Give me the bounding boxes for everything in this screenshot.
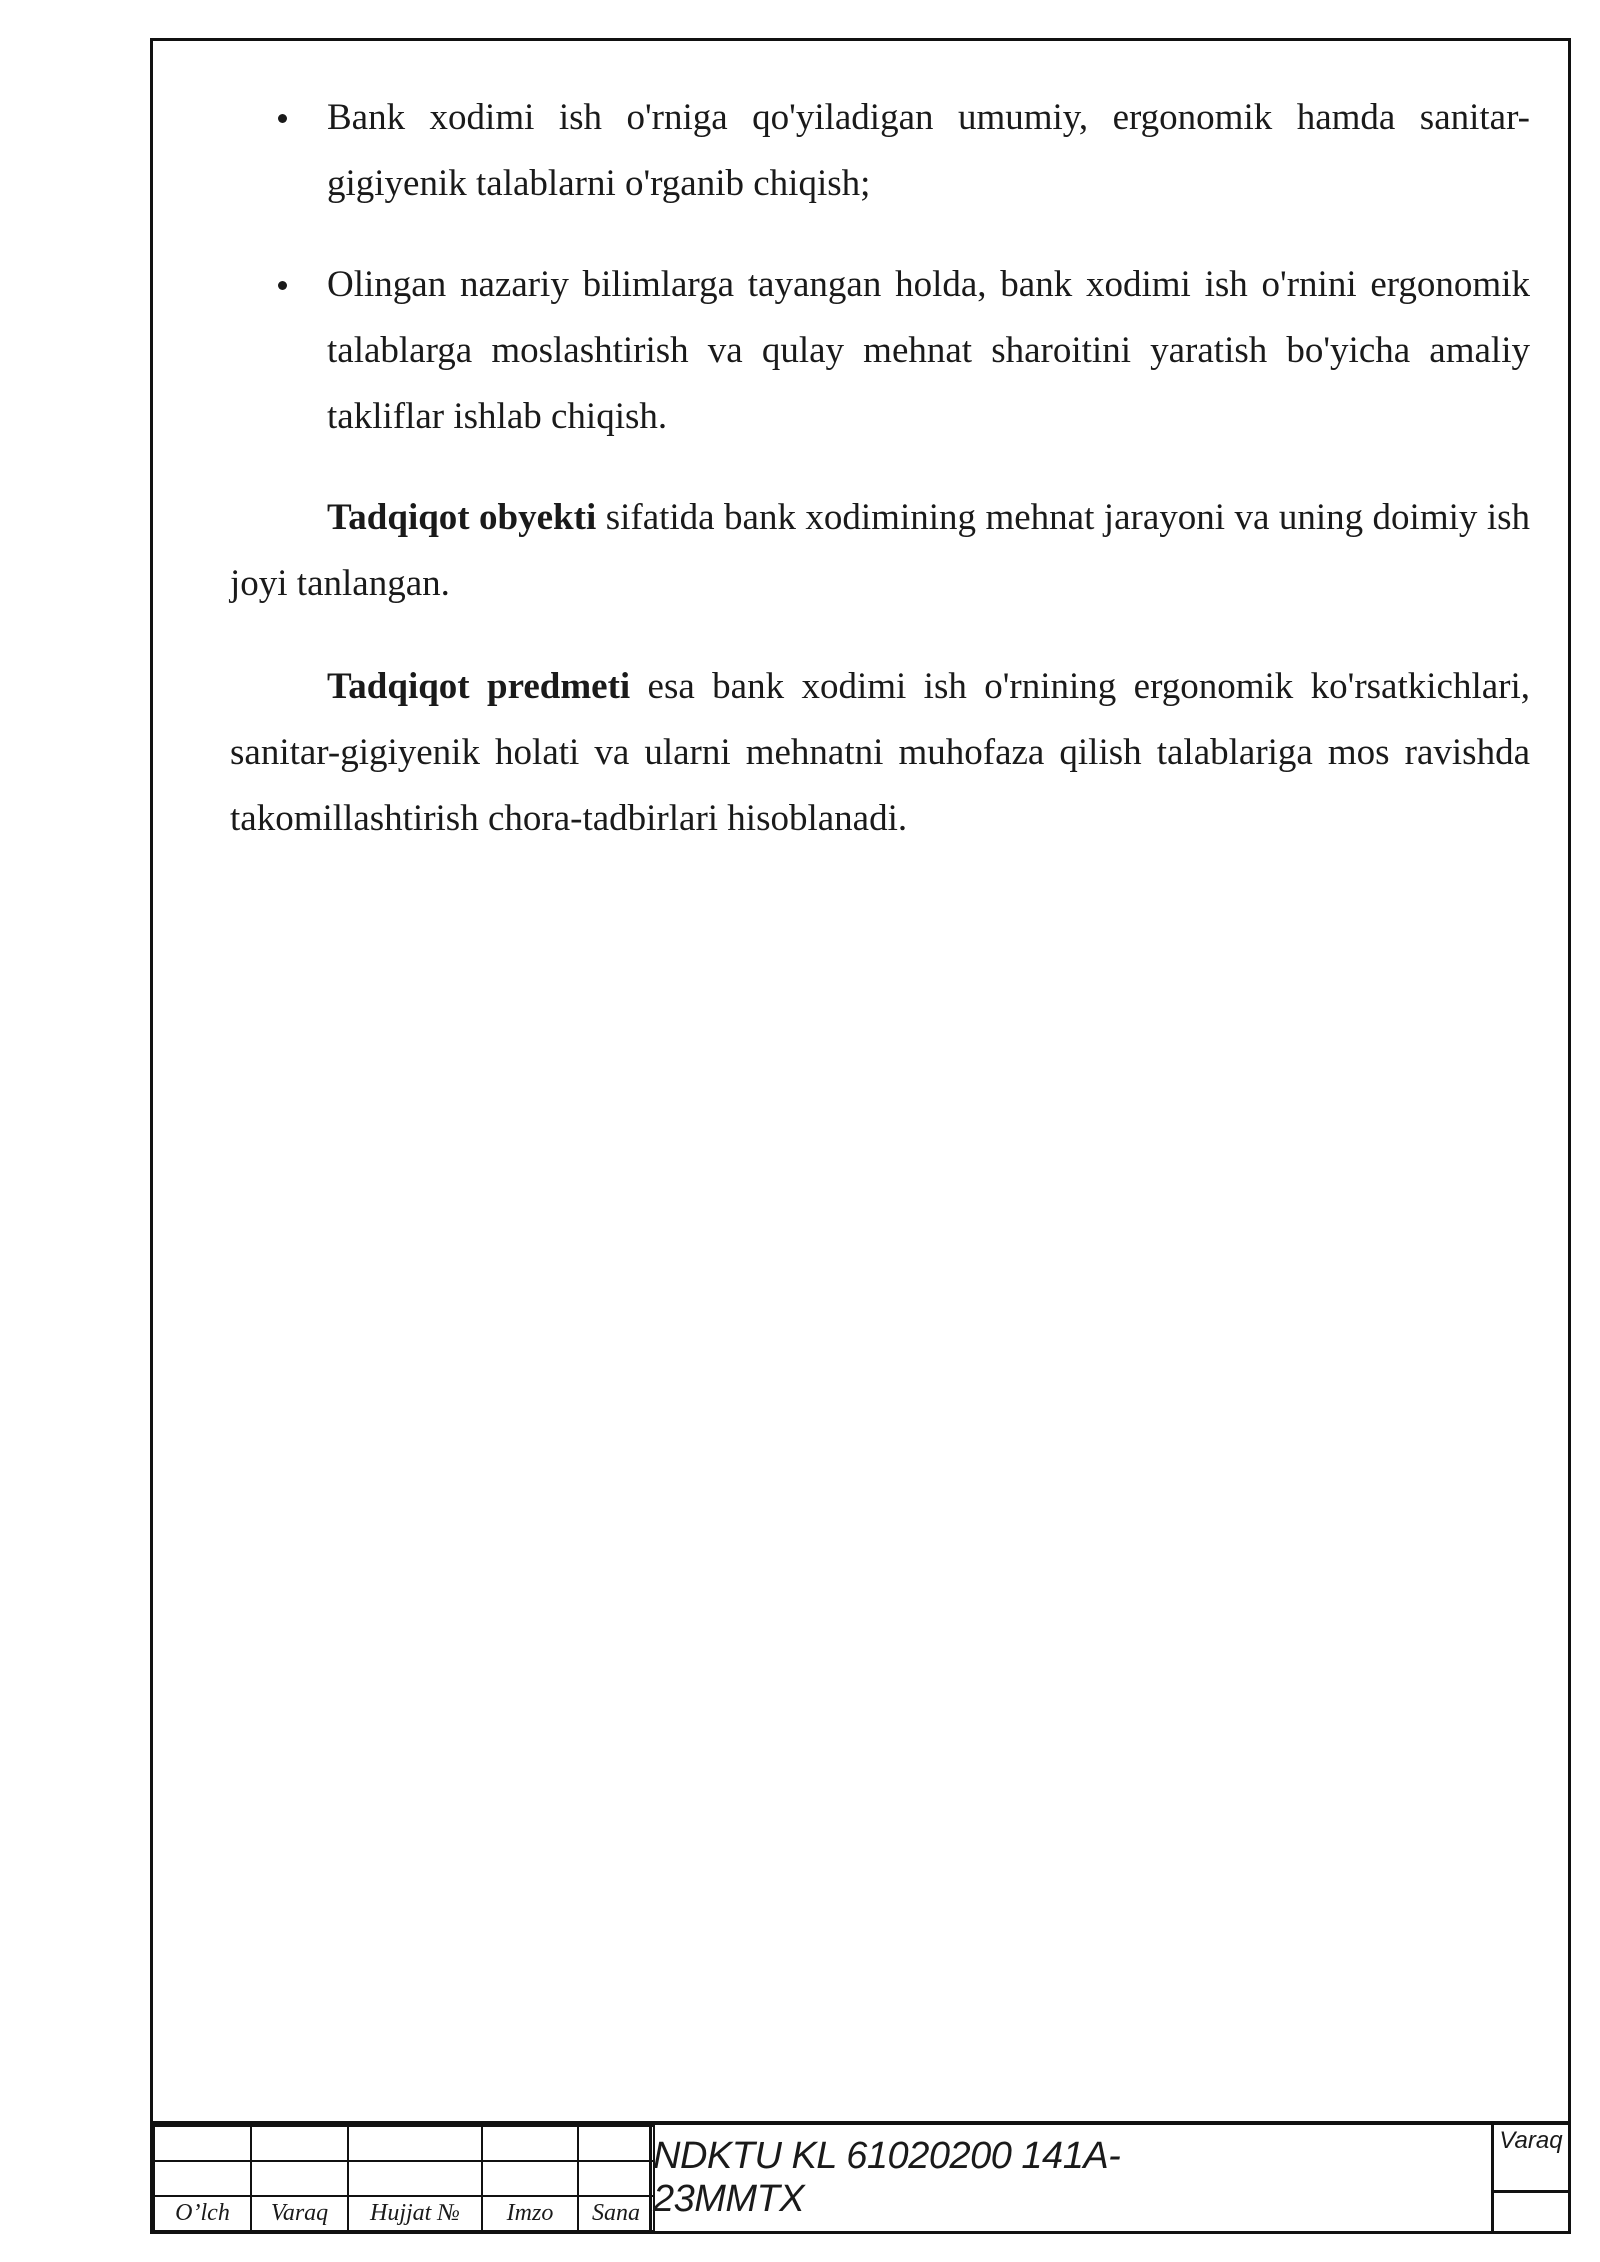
task-list — [230, 85, 1530, 450]
document-body — [230, 85, 1530, 889]
list-item — [230, 252, 1530, 450]
stamp-divider — [649, 2125, 652, 2231]
bullet-icon — [278, 114, 287, 123]
stamp-label-row — [154, 2196, 654, 2231]
stamp-row — [154, 2161, 654, 2196]
sheet-number-box — [1491, 2122, 1571, 2234]
stamp-label-imzo: Imzo — [482, 2196, 578, 2231]
research-object-text: sifatida bank xodimining mehnat jarayoni va uning doimiy ish joyi tanlangan. — [230, 497, 1531, 604]
research-subject-text: esa bank xodimi ish o'rnining ergonomik ko'rsatkichlari, sanitar-gigiyenik holati va ularni mehnatni muhofaza qilish talablariga mos ravishda takomillashtirish chora-tadbirlari hisoblanadi. — [230, 666, 1530, 839]
bullet-icon — [278, 281, 287, 290]
document-code: NDKTU KL 61020200 141A-23MMTX — [653, 2135, 1121, 2220]
list-item-text: Olingan nazariy bilimlarga tayangan holda, bank xodimi ish o'rnini ergonomik talablarga moslashtirish va qulay mehnat sharoitini yaratish bo'yicha amaliy takliflar ishlab chiqish. — [327, 264, 1530, 437]
sheet-label: Varaq — [1499, 2127, 1563, 2154]
research-subject-term: Tadqiqot predmeti — [327, 666, 631, 707]
stamp-label-olch: O’lch — [154, 2196, 251, 2231]
sheet-divider — [1494, 2190, 1568, 2193]
title-block — [150, 2122, 1571, 2234]
stamp-label-hujjat: Hujjat № — [348, 2196, 482, 2231]
research-object-term: Tadqiqot obyekti — [327, 497, 597, 538]
stamp-label-varaq: Varaq — [251, 2196, 348, 2231]
list-item — [230, 85, 1530, 217]
stamp-label-sana: Sana — [578, 2196, 654, 2231]
stamp-row — [154, 2126, 654, 2161]
list-item-text: Bank xodimi ish o'rniga qo'yiladigan umumiy, ergonomik hamda sanitar-gigiyenik talablarni o'rganib chiqish; — [327, 97, 1530, 204]
research-object-paragraph — [230, 485, 1530, 617]
research-subject-paragraph — [230, 654, 1530, 852]
stamp-grid — [153, 2125, 655, 2232]
